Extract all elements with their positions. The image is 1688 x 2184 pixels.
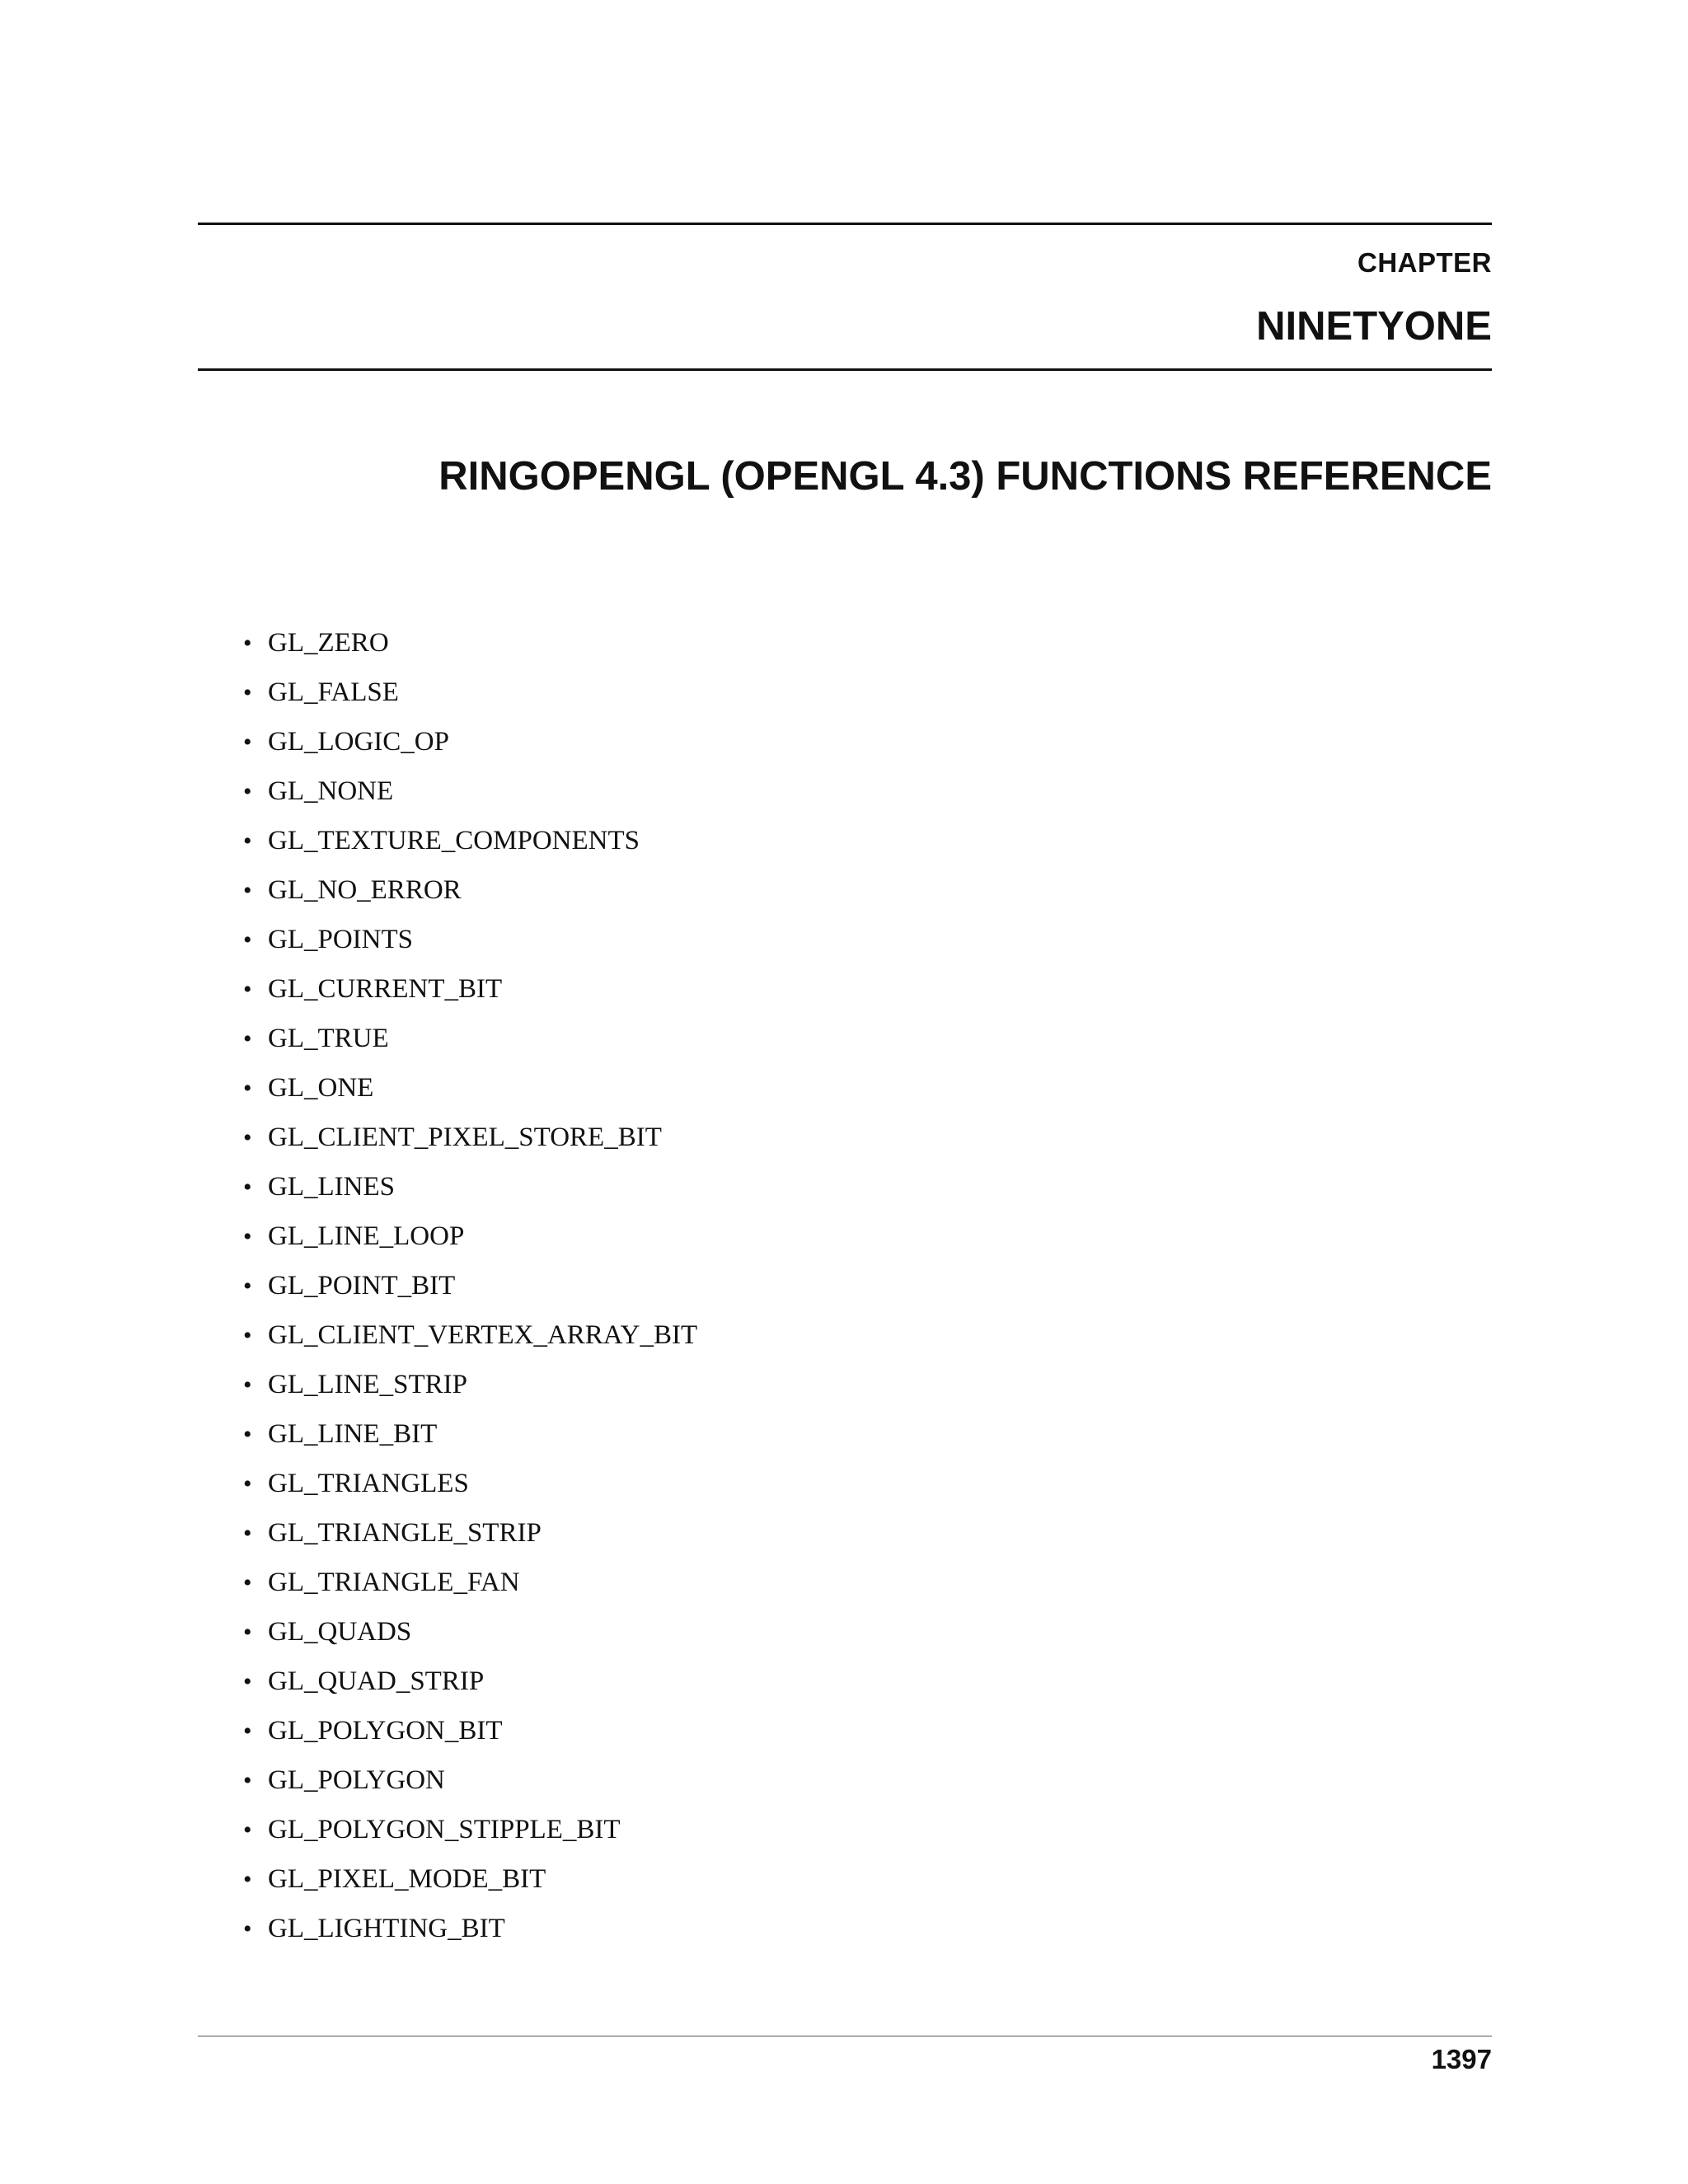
page-number: 1397 [1431,2044,1492,2074]
bullet-icon: • [243,1767,252,1794]
bullet-icon: • [243,1816,252,1844]
bullet-icon: • [243,1718,252,1745]
constant-name: GL_TRIANGLE_FAN [268,1568,520,1597]
list-item [243,1908,697,1957]
bullet-icon: • [243,1668,252,1695]
list-item [243,672,697,721]
bullet-icon: • [243,1619,252,1646]
constant-name: GL_LINE_STRIP [268,1370,467,1399]
constant-name: GL_LINE_BIT [268,1419,438,1449]
constant-name: GL_QUAD_STRIP [268,1666,485,1696]
list-item [243,1809,697,1858]
bullet-icon: • [243,1520,252,1547]
constant-name: GL_TRUE [268,1024,389,1053]
constant-name: GL_TRIANGLE_STRIP [268,1518,542,1548]
list-item [243,820,697,869]
bullet-icon: • [243,1569,252,1596]
bullet-icon: • [243,1322,252,1349]
bullet-icon: • [243,778,252,805]
constant-name: GL_LINES [268,1172,395,1202]
bullet-icon: • [243,1025,252,1052]
bullet-icon: • [243,827,252,855]
constant-name: GL_POLYGON [268,1765,445,1795]
list-item [243,968,697,1018]
list-item [243,919,697,968]
section-title: RINGOPENGL (OPENGL 4.3) FUNCTIONS REFERENCE [438,454,1492,499]
list-item [243,1364,697,1413]
bullet-icon: • [243,926,252,954]
bullet-icon: • [243,1223,252,1250]
bullet-icon: • [243,679,252,706]
constant-name: GL_POINTS [268,925,414,954]
bullet-icon: • [243,976,252,1003]
list-item [243,1661,697,1710]
bullet-icon: • [243,630,252,657]
constants-list [243,622,697,1957]
list-item [243,1562,697,1611]
list-item [243,1512,697,1562]
constant-name: GL_LIGHTING_BIT [268,1914,505,1943]
constant-name: GL_CLIENT_PIXEL_STORE_BIT [268,1122,662,1152]
list-item [243,1216,697,1265]
list-item [243,1067,697,1117]
list-item [243,1760,697,1809]
constant-name: GL_TRIANGLES [268,1469,469,1498]
constant-name: GL_ONE [268,1073,374,1103]
constant-name: GL_FALSE [268,677,399,707]
constant-name: GL_QUADS [268,1617,412,1647]
constant-name: GL_NO_ERROR [268,875,462,905]
bullet-icon: • [243,1124,252,1151]
bullet-icon: • [243,1915,252,1943]
constant-name: GL_CLIENT_VERTEX_ARRAY_BIT [268,1320,698,1350]
list-item [243,622,697,672]
chapter-number: NINETYONE [1256,304,1492,349]
constant-name: GL_NONE [268,776,394,806]
constant-name: GL_LINE_LOOP [268,1221,465,1251]
constant-name: GL_ZERO [268,628,389,658]
bullet-icon: • [243,1075,252,1102]
constant-name: GL_POLYGON_STIPPLE_BIT [268,1815,621,1844]
constant-name: GL_PIXEL_MODE_BIT [268,1864,546,1894]
list-item [243,1018,697,1067]
list-item [243,1858,697,1908]
constant-name: GL_POLYGON_BIT [268,1716,503,1746]
constant-name: GL_TEXTURE_COMPONENTS [268,826,640,855]
header-top-rule [198,223,1492,225]
list-item [243,1166,697,1216]
list-item [243,1117,697,1166]
list-item [243,771,697,820]
constant-name: GL_LOGIC_OP [268,727,449,757]
bullet-icon: • [243,1272,252,1300]
list-item [243,721,697,771]
constant-name: GL_CURRENT_BIT [268,974,503,1004]
list-item [243,869,697,919]
list-item [243,1413,697,1463]
chapter-label: CHAPTER [1357,247,1492,278]
list-item [243,1315,697,1364]
bullet-icon: • [243,877,252,904]
constant-name: GL_POINT_BIT [268,1271,456,1301]
list-item [243,1265,697,1315]
bullet-icon: • [243,729,252,756]
header-bottom-rule [198,368,1492,371]
list-item [243,1463,697,1512]
list-item [243,1710,697,1760]
list-item [243,1611,697,1661]
bullet-icon: • [243,1371,252,1399]
bullet-icon: • [243,1866,252,1893]
bullet-icon: • [243,1174,252,1201]
bullet-icon: • [243,1421,252,1448]
bullet-icon: • [243,1470,252,1497]
